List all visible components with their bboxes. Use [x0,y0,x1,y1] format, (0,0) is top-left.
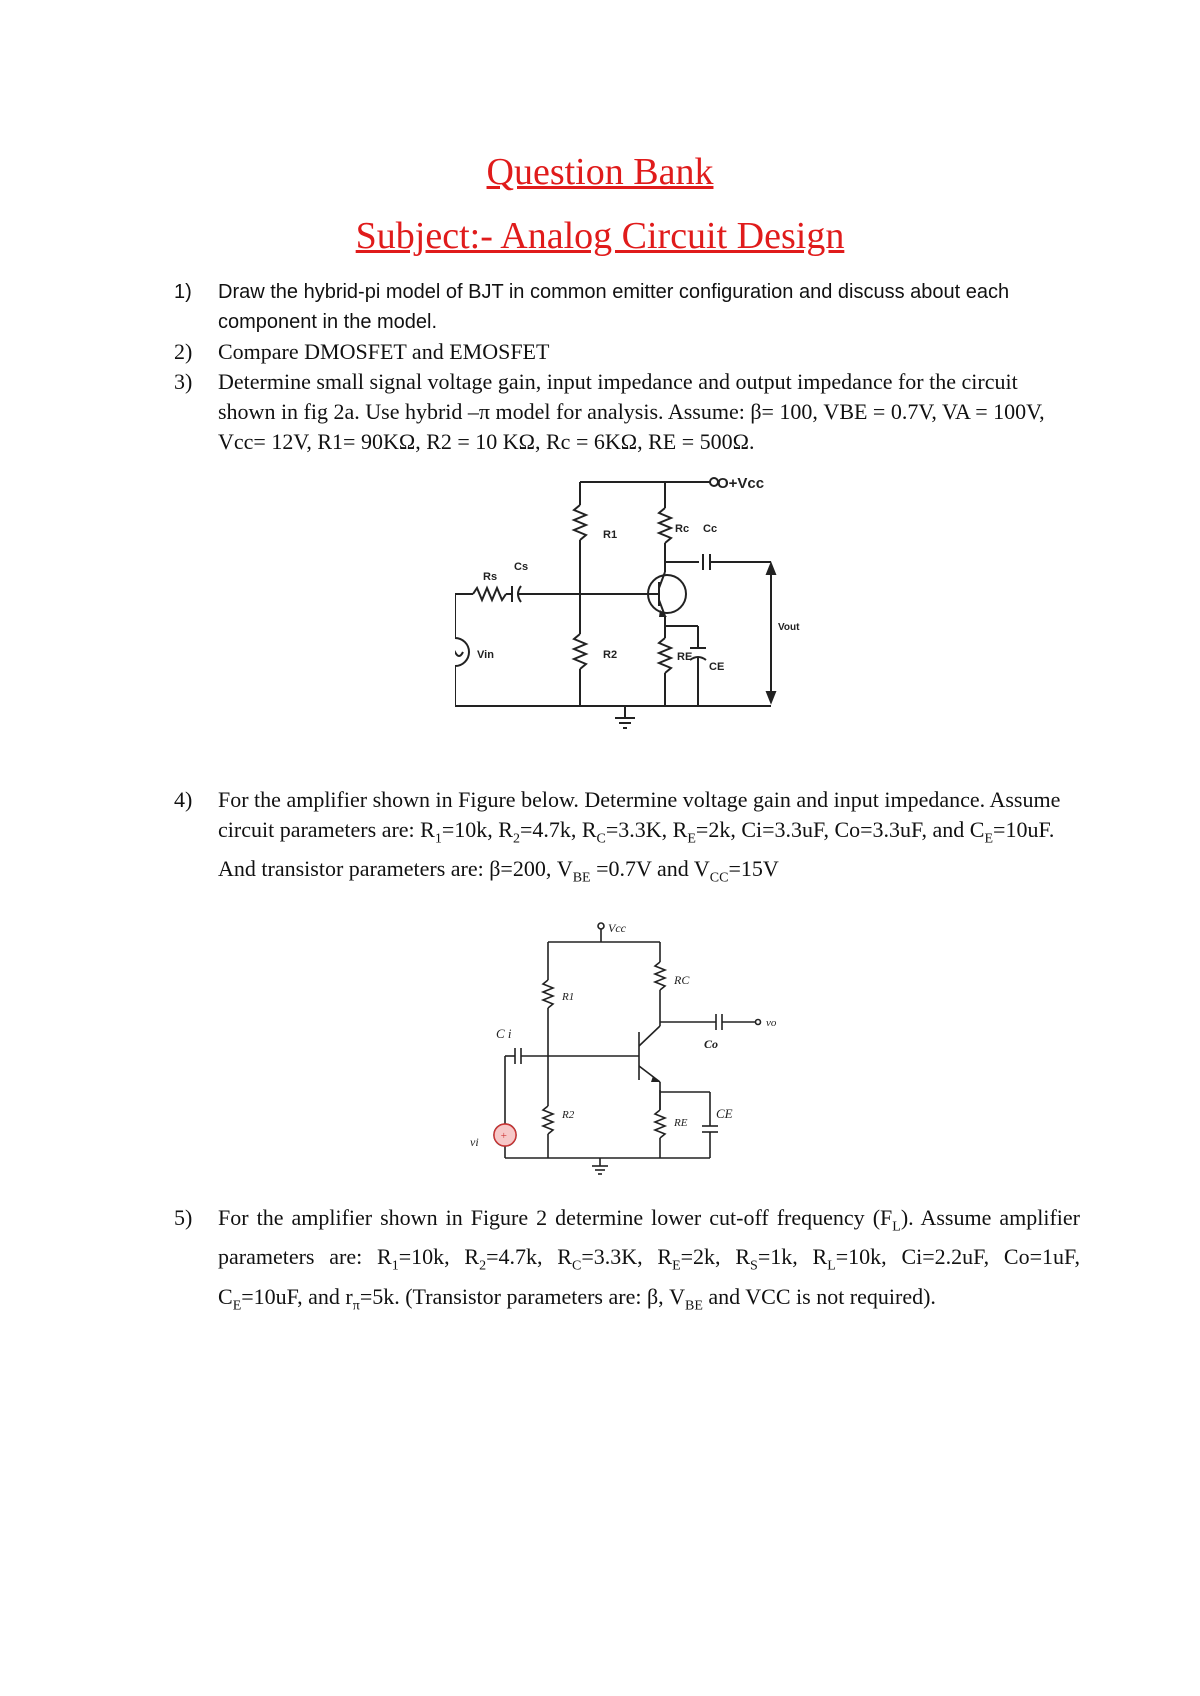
label-r1: R1 [562,991,575,1003]
label-rs: Rs [483,571,498,583]
page-title: Question Bank [486,151,714,193]
label-vi: vi [470,1135,479,1149]
question-text: For the amplifier shown in Figure 2 determine lower cut-off frequency $(F_L)$. Assume amplifier parameters are: $R_1=10k$, $R_2=4.7k$, $R_C=3.3K$, $R_E=2k$, $R_S=1k$, $R_L=10k$, Ci=2.2uF, Co=1uF, $C_E=10uF$, and $r_\pi=5k$. (Transistor parameters are: β, $V_{BE}$ and VCC is not required). [218,1205,1080,1314]
question-number: 5) [174,1205,193,1230]
label-vin: Vin [477,649,494,661]
question-number: 4) [174,787,193,812]
question-number: 3) [174,369,193,394]
label-plus: + [500,1130,508,1142]
label-re: RE [674,1117,688,1129]
question-text: Draw the hybrid-pi model of BJT in common emitter configuration and discuss about each component in the model. [218,281,1010,333]
label-ce: CE [716,1106,733,1121]
question-4 [174,785,1078,894]
label-co: Co [704,1037,719,1051]
circuit-figure-4 [420,920,800,1180]
subject-title: Subject:- Analog Circuit Design [355,215,845,257]
label-cc: Cc [703,523,718,535]
label-re: RE [677,651,693,663]
question-text: Determine small signal voltage gain, input impedance and output impedance for the circuit shown in fig 2a. Use hybrid –π model for analysis. Assume: β= 100, VBE = 0.7V, VA = 100V, Vcc= 12V, R1= 90KΩ, R2 = 10 KΩ, Rc = 6KΩ, RE = 500Ω. [218,369,1045,454]
question-1 [174,277,1058,337]
label-vo: vo [766,1017,777,1029]
label-vcc: Vcc [608,921,626,935]
label-r2: R2 [562,1109,575,1121]
question-5 [174,1203,1080,1321]
label-r1: R1 [603,529,618,541]
question-text: Compare DMOSFET and EMOSFET [218,339,550,364]
question-3 [174,367,1058,457]
question-number: 2) [174,339,193,364]
label-cs: Cs [514,561,529,573]
label-r2: R2 [603,649,618,661]
question-text: For the amplifier shown in Figure below. Determine voltage gain and input impedance. Assume circuit parameters are: $R_1=10k$, $R_2=4.7k$, $R_C=3.3K$, $R_E=2k$, Ci=3.3uF, Co=3.3uF, and $C_E=10uF$. And transistor parameters are: β=200, $V_{BE} =0.7V$ and $V_{CC}=15V$ [218,787,1061,886]
circuit-figure-2a [455,470,800,732]
label-rc: RC [674,973,690,987]
label-rc: Rc [675,523,690,535]
label-vout: Vout [778,622,800,633]
question-number: 1) [174,281,192,303]
question-2 [174,337,1058,367]
label-vcc: O+Vcc [717,475,765,492]
label-ci: C i [496,1026,512,1041]
label-ce: CE [709,661,725,673]
